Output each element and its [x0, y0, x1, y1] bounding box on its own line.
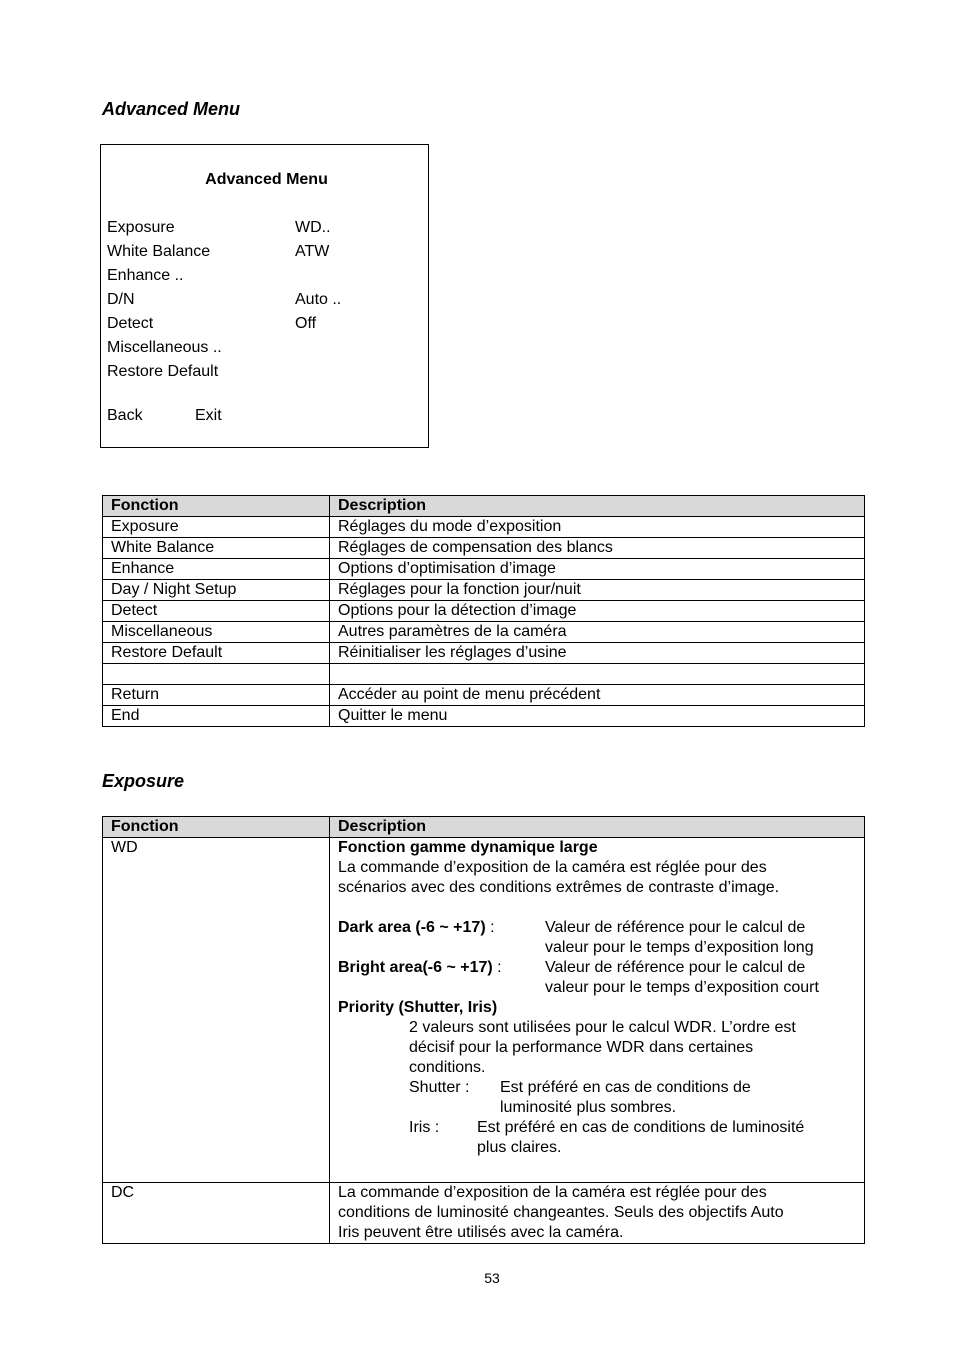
osd-menu-value: WD..	[295, 219, 331, 236]
function-cell: Return	[103, 685, 330, 706]
function-cell: Enhance	[103, 559, 330, 580]
osd-menu-box	[100, 144, 429, 448]
osd-menu-label: Restore Default	[107, 363, 219, 380]
bright-area-desc: valeur pour le temps d’exposition court	[545, 979, 819, 996]
priority-label: Priority (Shutter, Iris)	[338, 999, 498, 1016]
dark-area-desc: valeur pour le temps d’exposition long	[545, 939, 814, 956]
osd-menu-row	[107, 264, 427, 288]
osd-menu-label: Detect	[107, 315, 154, 332]
function-cell: Day / Night Setup	[103, 580, 330, 601]
description-cell: Réglages du mode d’exposition	[330, 517, 865, 538]
function-cell: WD	[103, 838, 330, 1183]
osd-menu-row	[107, 240, 427, 264]
osd-menu-label: White Balance	[107, 243, 211, 260]
page-number: 53	[484, 1270, 500, 1286]
dc-desc-line: conditions de luminosité changeantes. Seuls des objectifs Auto	[338, 1204, 784, 1221]
osd-exit-label: Exit	[195, 407, 222, 424]
dark-area-label: Dark area (-6 ~ +17)	[338, 919, 486, 936]
function-cell: Miscellaneous	[103, 622, 330, 643]
table-row	[103, 706, 865, 727]
dark-area-row	[338, 918, 856, 958]
iris-label: Iris :	[409, 1119, 440, 1136]
section-heading-advanced-menu: Advanced Menu	[102, 99, 241, 119]
table-row	[103, 685, 865, 706]
description-cell: Autres paramètres de la caméra	[330, 622, 865, 643]
table-row	[103, 517, 865, 538]
spacer	[338, 898, 856, 918]
table-row	[103, 601, 865, 622]
iris-desc: plus claires.	[477, 1139, 562, 1156]
bright-area-label: Bright area(-6 ~ +17)	[338, 959, 493, 976]
shutter-option	[338, 1078, 856, 1118]
section-heading-exposure: Exposure	[102, 771, 185, 791]
dark-area-desc: Valeur de référence pour le calcul de	[545, 919, 806, 936]
column-header-function: Fonction	[103, 817, 330, 838]
column-header-function: Fonction	[103, 496, 330, 517]
description-cell: Réinitialiser les réglages d’usine	[330, 643, 865, 664]
osd-menu-items	[107, 216, 427, 384]
description-cell	[330, 1183, 865, 1244]
dc-desc-line: La commande d’exposition de la caméra est réglée pour des	[338, 1184, 767, 1201]
column-header-description: Description	[330, 817, 865, 838]
dc-desc-line: Iris peuvent être utilisés avec la caméra.	[338, 1224, 624, 1241]
dark-area-separator: :	[485, 919, 495, 936]
table-row-dc	[103, 1183, 865, 1244]
description-cell: Quitter le menu	[330, 706, 865, 727]
shutter-label: Shutter :	[409, 1079, 470, 1096]
table-row-empty	[103, 664, 865, 685]
iris-option	[338, 1118, 856, 1158]
osd-menu-value: Off	[295, 315, 317, 332]
shutter-desc: Est préféré en cas de conditions de	[500, 1079, 751, 1096]
function-cell	[103, 664, 330, 685]
function-cell: White Balance	[103, 538, 330, 559]
column-header-description: Description	[330, 496, 865, 517]
osd-back-label: Back	[107, 407, 143, 424]
table-row	[103, 580, 865, 601]
osd-menu-label: Exposure	[107, 219, 175, 236]
osd-menu-label: Miscellaneous ..	[107, 339, 222, 356]
advanced-menu-table	[102, 495, 865, 727]
description-cell: Accéder au point de menu précédent	[330, 685, 865, 706]
table-row	[103, 643, 865, 664]
wd-intro-line: scénarios avec des conditions extrêmes de contraste d’image.	[338, 879, 780, 896]
osd-menu-row	[107, 216, 427, 240]
table-row	[103, 559, 865, 580]
function-cell: DC	[103, 1183, 330, 1244]
description-cell	[330, 838, 865, 1183]
table-row	[103, 622, 865, 643]
table-header-row	[103, 496, 865, 517]
osd-menu-row	[107, 336, 427, 360]
description-cell: Réglages pour la fonction jour/nuit	[330, 580, 865, 601]
function-cell: Exposure	[103, 517, 330, 538]
priority-line: décisif pour la performance WDR dans certaines	[409, 1039, 754, 1056]
wd-intro-line: La commande d’exposition de la caméra est réglée pour des	[338, 859, 767, 876]
table-row	[103, 538, 865, 559]
table-header-row	[103, 817, 865, 838]
osd-menu-row	[107, 360, 427, 384]
description-cell: Réglages de compensation des blancs	[330, 538, 865, 559]
priority-line: 2 valeurs sont utilisées pour le calcul WDR. L’ordre est	[409, 1019, 796, 1036]
osd-menu-label: D/N	[107, 291, 135, 308]
function-cell: Restore Default	[103, 643, 330, 664]
osd-menu-label: Enhance ..	[107, 267, 184, 284]
osd-menu-row	[107, 312, 427, 336]
shutter-desc: luminosité plus sombres.	[500, 1099, 677, 1116]
bright-area-desc: Valeur de référence pour le calcul de	[545, 959, 806, 976]
function-cell: End	[103, 706, 330, 727]
osd-menu-title: Advanced Menu	[205, 171, 328, 188]
function-cell: Detect	[103, 601, 330, 622]
priority-line: conditions.	[409, 1059, 486, 1076]
osd-menu-row	[107, 288, 427, 312]
description-cell	[330, 664, 865, 685]
osd-menu-value: Auto ..	[295, 291, 342, 308]
wd-title: Fonction gamme dynamique large	[338, 839, 598, 856]
description-cell: Options d’optimisation d’image	[330, 559, 865, 580]
table-row-wd	[103, 838, 865, 1183]
osd-menu-footer	[107, 404, 407, 428]
iris-desc: Est préféré en cas de conditions de luminosité	[477, 1119, 805, 1136]
bright-area-row	[338, 958, 856, 998]
osd-menu-value: ATW	[295, 243, 330, 260]
bright-area-separator: :	[492, 959, 502, 976]
exposure-table	[102, 816, 865, 1244]
description-cell: Options pour la détection d’image	[330, 601, 865, 622]
